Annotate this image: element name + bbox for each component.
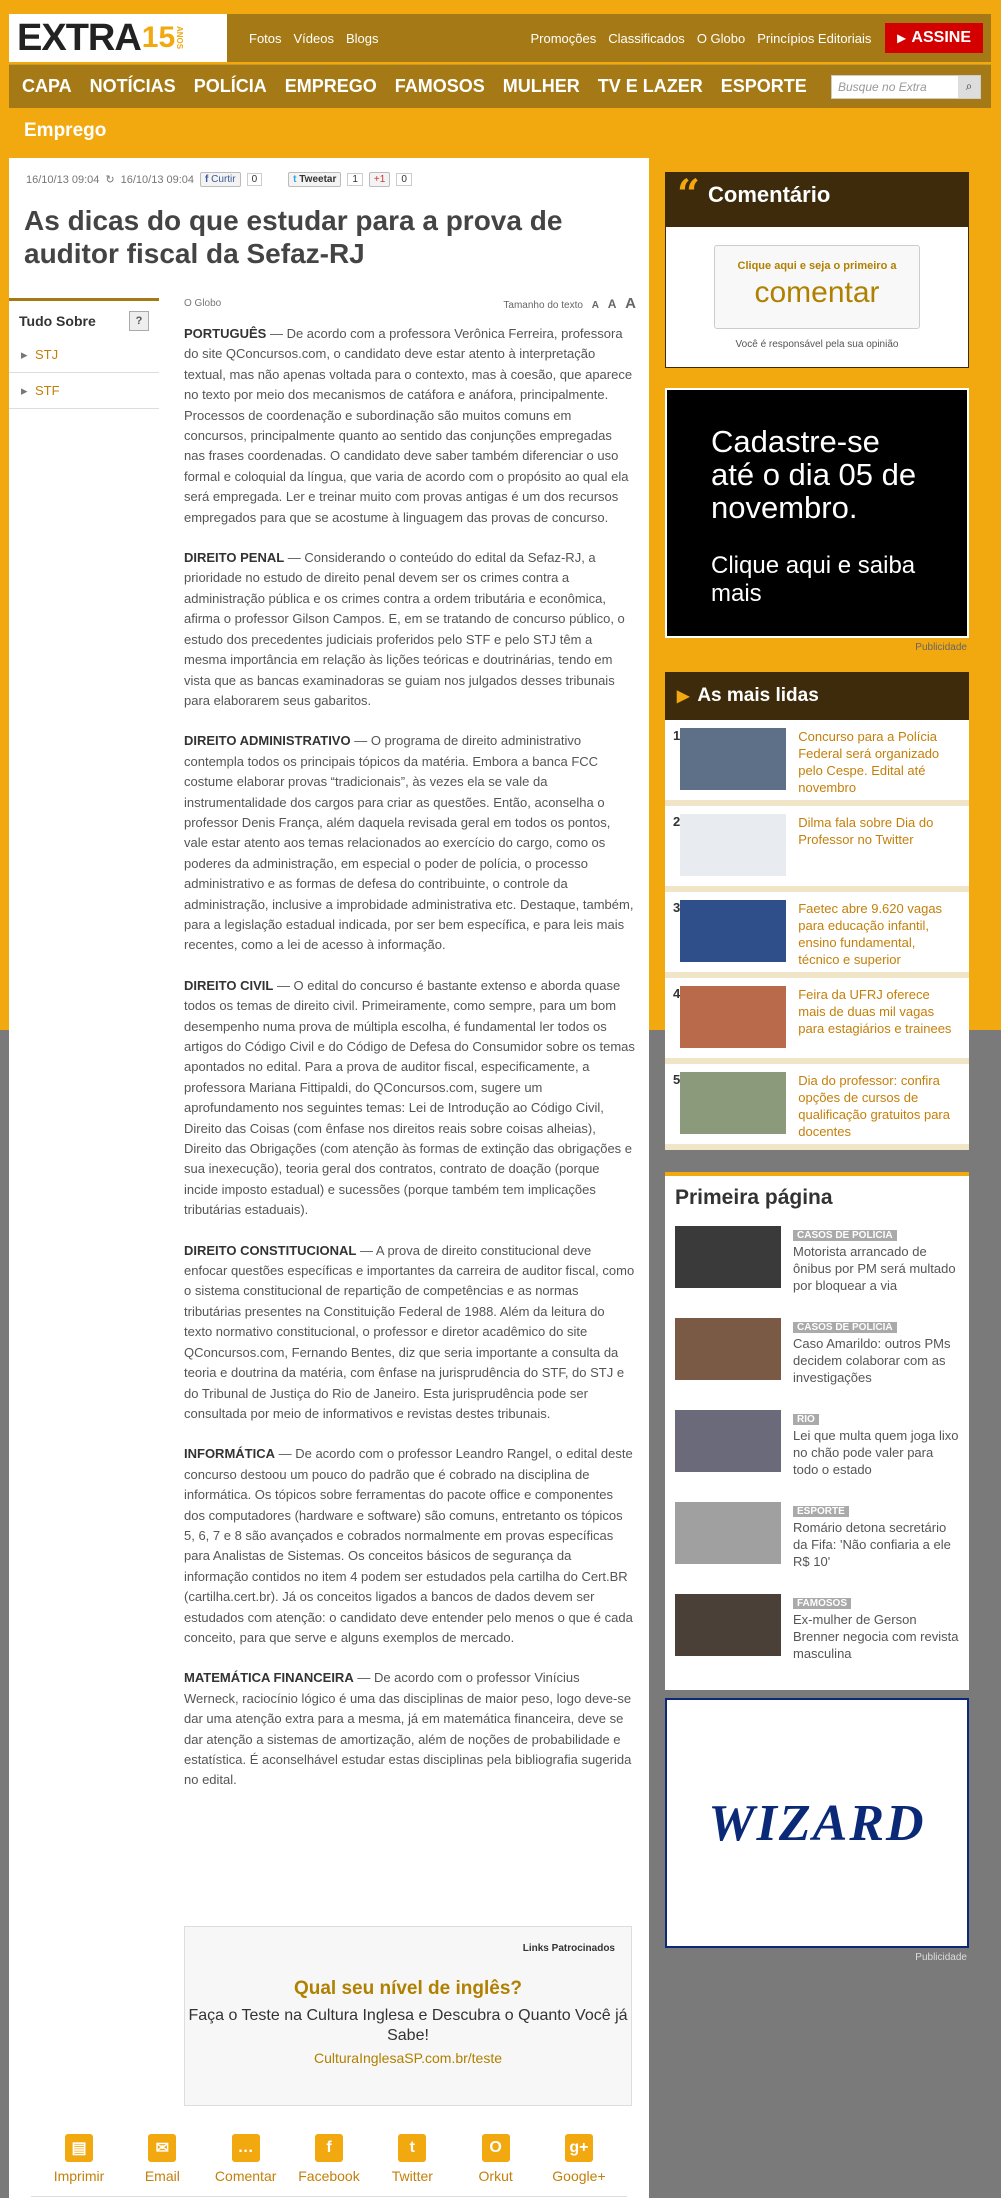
orkut-icon: O bbox=[482, 2134, 510, 2162]
primeira-pagina-item[interactable] bbox=[665, 1590, 969, 1682]
category-badge[interactable]: CASOS DE POLÍCIA bbox=[793, 1230, 897, 1241]
article-meta-bar bbox=[26, 172, 412, 187]
item-number: 4 bbox=[673, 986, 681, 1001]
sponsored-url[interactable]: CulturaInglesaSP.com.br/teste bbox=[313, 2050, 503, 2066]
cadastre-ad-line2: Clique aqui e saiba mais bbox=[711, 552, 916, 607]
paragraph-lead: MATEMÁTICA FINANCEIRA bbox=[184, 1670, 354, 1686]
share-orkut[interactable] bbox=[456, 2134, 536, 2184]
logo-anos: ANOS bbox=[175, 26, 185, 50]
cadastre-ad[interactable] bbox=[665, 388, 969, 638]
primeira-pagina-item[interactable] bbox=[665, 1314, 969, 1406]
text-size-large[interactable]: A bbox=[625, 295, 636, 312]
share-label: Imprimir bbox=[53, 2168, 105, 2184]
comment-cta-small: Clique aqui e seja o primeiro a bbox=[737, 260, 897, 272]
mais-lidas-item[interactable] bbox=[665, 720, 969, 806]
nav-emprego[interactable]: EMPREGO bbox=[284, 76, 377, 96]
mais-lidas-item[interactable] bbox=[665, 892, 969, 978]
gplus-label: +1 bbox=[373, 174, 386, 185]
curtir-label: Curtir bbox=[211, 174, 236, 185]
nav-policia[interactable]: POLÍCIA bbox=[193, 76, 267, 96]
item-text[interactable]: Faetec abre 9.620 vagas para educação infantil, ensino fundamental, técnico e superior bbox=[798, 901, 943, 967]
main-content bbox=[9, 158, 649, 2198]
mais-lidas-item[interactable] bbox=[665, 1064, 969, 1150]
googleplus-icon: g+ bbox=[565, 2134, 593, 2162]
item-text[interactable]: Motorista arrancado de ônibus por PM será multado por bloquear a via bbox=[793, 1244, 956, 1293]
share-label: Twitter bbox=[391, 2168, 433, 2184]
item-number: 3 bbox=[673, 900, 681, 915]
share-twitter[interactable] bbox=[372, 2134, 452, 2184]
nav-tv-lazer[interactable]: TV E LAZER bbox=[597, 76, 703, 96]
item-text[interactable]: Dilma fala sobre Dia do Professor no Twitter bbox=[798, 815, 934, 847]
triangle-icon: ▶ bbox=[677, 688, 690, 705]
category-badge[interactable]: ESPORTE bbox=[793, 1506, 849, 1517]
paragraph-direito-penal bbox=[184, 548, 636, 711]
comment-box bbox=[665, 172, 969, 368]
search-input[interactable] bbox=[831, 75, 981, 99]
top-link-videos[interactable]: Vídeos bbox=[293, 30, 334, 46]
share-label: Google+ bbox=[552, 2168, 606, 2184]
primeira-pagina-item[interactable] bbox=[665, 1498, 969, 1590]
paragraph-text: — O edital do concurso é bastante extenso e aborda quase todos os temas de direito civil. Primeiramente, como sempre, para um bom desempenho numa prova de múltipla escolha, é fundamental ler todos os artigos do Código Civil e do Código de Defesa do Consumidor sobre os temas apontados no edital. Para a prova de auditor fiscal, especificamente, a professora Mariana Fittipaldi, do QConcursos.com, sugere um aprofundamento nos seguintes temas: Lei de Introdução ao Código Civil, Direito das Coisas (com ênfase nos direitos reais sobre coisas alheias), Direito das Obrigações (com atenção às formas de extinção das obrigações e sua inexecução), teoria geral dos contratos, contrato de doação (porque incide imposto estadual) e sucessões (porque também tem implicações tributárias estaduais). bbox=[184, 977, 635, 1218]
top-link-fotos[interactable]: Fotos bbox=[249, 30, 282, 46]
published-date: 16/10/13 09:04 bbox=[26, 173, 100, 186]
share-imprimir[interactable] bbox=[39, 2134, 119, 2184]
facebook-icon: f bbox=[205, 174, 209, 185]
tag-stj[interactable]: ▸ STJ bbox=[9, 337, 159, 373]
item-text[interactable]: Dia do professor: confira opções de cursos de qualificação gratuitos para docentes bbox=[798, 1073, 950, 1139]
comment-cta-big: comentar bbox=[754, 276, 880, 309]
comment-button[interactable] bbox=[714, 245, 920, 329]
item-text[interactable]: Lei que multa quem joga lixo no chão pode valer para todo o estado bbox=[793, 1428, 959, 1477]
nav-noticias[interactable]: NOTÍCIAS bbox=[89, 76, 176, 96]
share-googleplus[interactable] bbox=[539, 2134, 619, 2184]
category-badge[interactable]: FAMOSOS bbox=[793, 1598, 851, 1609]
wizard-ad[interactable] bbox=[665, 1698, 969, 1948]
search-icon[interactable]: ⌕ bbox=[958, 76, 980, 98]
category-badge[interactable]: RIO bbox=[793, 1414, 819, 1425]
top-link-blogs[interactable]: Blogs bbox=[346, 30, 379, 46]
share-bar bbox=[39, 2134, 639, 2184]
share-email[interactable] bbox=[122, 2134, 202, 2184]
paragraph-portugues bbox=[184, 324, 636, 528]
primeira-pagina bbox=[665, 1172, 969, 1690]
primeira-pagina-title: Primeira página bbox=[675, 1186, 833, 1209]
item-thumbnail[interactable] bbox=[675, 1594, 781, 1656]
comment-inner bbox=[665, 226, 969, 368]
extra-logo[interactable] bbox=[9, 14, 227, 62]
comment-title-label: Comentário bbox=[708, 182, 831, 207]
comment-responsibility: Você é responsável pela sua opinião bbox=[735, 339, 899, 350]
item-text[interactable]: Ex-mulher de Gerson Brenner negocia com revista masculina bbox=[793, 1612, 959, 1661]
paragraph-direito-civil bbox=[184, 976, 636, 1221]
updated-date: 16/10/13 09:04 bbox=[120, 173, 195, 186]
item-thumbnail[interactable] bbox=[675, 1410, 781, 1472]
nav-famosos[interactable]: FAMOSOS bbox=[394, 76, 485, 96]
text-size-medium[interactable]: A bbox=[607, 297, 617, 311]
refresh-icon: ↻ bbox=[105, 174, 115, 186]
sponsored-title[interactable]: Qual seu nível de inglês? bbox=[293, 1978, 523, 1999]
print-icon: ▤ bbox=[65, 2134, 93, 2162]
facebook-icon: f bbox=[315, 2134, 343, 2162]
mais-lidas-item[interactable] bbox=[665, 978, 969, 1064]
divider bbox=[31, 2196, 627, 2197]
logo-text: EXTRA bbox=[17, 16, 141, 59]
sponsored-label: Links Patrocinados bbox=[522, 1943, 615, 1954]
tags-title-label: Tudo Sobre bbox=[19, 313, 96, 329]
item-text[interactable]: Caso Amarildo: outros PMs decidem colaborar com as investigações bbox=[793, 1336, 951, 1385]
item-thumbnail[interactable] bbox=[675, 1226, 781, 1288]
paragraph-text: — O programa de direito administrativo contempla todos os principais tópicos da matéria. Embora a banca FCC costume elaborar provas “tradicionais”, às vezes ela se vale da instrumentalidade dos cargos para criar as questões. Então, aconselha o professor Denis França, além daquela revisada geral em todos os pontos, vale estar atento aos temas relacionados ao exercício do cargo, como os poderes da administração, em especial o poder de polícia, o processo administrativo e as formas de defesa do contribuinte, o controle da administração, inclusive a improbidade administrativa etc. Destaque, também, para a legislação estadual indicada, por ser bem específica, e para leis mais recentes, como a lei de acesso à informação. bbox=[184, 733, 634, 953]
gplus-button[interactable] bbox=[369, 172, 390, 187]
wizard-logo: WIZARD bbox=[708, 1794, 926, 1852]
item-text[interactable]: Romário detona secretário da Fifa: 'Não confiaria a ele R$ 10' bbox=[793, 1520, 951, 1569]
text-size-label: Tamanho do texto bbox=[503, 300, 583, 311]
text-size-controls bbox=[497, 295, 636, 312]
paragraph-lead: DIREITO PENAL bbox=[184, 550, 285, 566]
cadastre-ad-line1: Cadastre-se até o dia 05 de novembro. bbox=[711, 424, 917, 525]
item-thumbnail[interactable] bbox=[680, 814, 786, 876]
paragraph-lead: INFORMÁTICA bbox=[184, 1446, 275, 1462]
mais-lidas-title bbox=[665, 672, 969, 720]
top-link-classificados[interactable]: Classificados bbox=[608, 30, 685, 46]
facebook-curtir-button[interactable] bbox=[200, 172, 241, 187]
paragraph-informatica bbox=[184, 1444, 636, 1648]
share-label: Comentar bbox=[214, 2168, 277, 2184]
tags-panel bbox=[9, 298, 159, 409]
top-bar bbox=[9, 14, 991, 62]
logo-number: 15 bbox=[141, 21, 176, 54]
item-thumbnail[interactable] bbox=[675, 1502, 781, 1564]
quote-icon: “ bbox=[677, 171, 701, 218]
paragraph-text: — A prova de direito constitucional deve enfocar questões específicas e importantes da carreira de auditor fiscal, como o sistema constitucional de repartição de competências e as normas tributárias presentes na Constituição Federal de 1988. Além da leitura do texto normativo constitucional, o professor e diretor acadêmico do site QConcursos.com, Fernando Bentes, diz que seria importante a consulta da teoria e doutrina da matéria, com ênfase na jurisprudência do STF, do STJ e do Tribunal de Justiça do Rio de Janeiro. Esta jurisprudência pode ser consultada por meio de informativos e revistas destes tribunais. bbox=[184, 1242, 635, 1421]
item-text[interactable]: Concurso para a Polícia Federal será organizado pelo Cespe. Edital até novembro bbox=[798, 729, 940, 795]
paragraph-matematica bbox=[184, 1668, 636, 1790]
comment-title bbox=[665, 172, 969, 218]
category-badge[interactable]: CASOS DE POLÍCIA bbox=[793, 1322, 897, 1333]
share-facebook[interactable] bbox=[289, 2134, 369, 2184]
paragraph-text: — De acordo com a professora Verônica Ferreira, professora do site QConcursos.com, o candidato deve estar atento à interpretação textual, mas não apenas voltada para o contexto, mas à coesão, que aparece no texto por meio dos mecanismos de catáfora e anáfora, principalmente. Processos de coordenação e subordinação são muitos comuns em concursos, principalmente quanto ao sentido das conjunções empregadas nas frases coordenadas. O candidato deve saber também diferenciar o uso formal e coloquial da língua, que varia de acordo com o propósito ao qual ela será empregada. Ler e treinar muito com provas antigas é um dos recursos empregados para que se acostume à linguagem das provas de concurso. bbox=[184, 326, 633, 525]
email-icon: ✉ bbox=[148, 2134, 176, 2162]
item-thumbnail[interactable] bbox=[680, 986, 786, 1048]
item-thumbnail[interactable] bbox=[680, 1072, 786, 1134]
top-link-oglobo[interactable]: O Globo bbox=[696, 30, 746, 46]
item-text[interactable]: Feira da UFRJ oferece mais de duas mil vagas para estagiários e trainees bbox=[798, 987, 952, 1036]
item-number: 5 bbox=[673, 1072, 681, 1087]
right-column bbox=[665, 171, 969, 1963]
paragraph-lead: PORTUGUÊS bbox=[184, 326, 267, 341]
item-thumbnail[interactable] bbox=[680, 728, 786, 790]
share-comentar[interactable] bbox=[206, 2134, 286, 2184]
share-label: Email bbox=[144, 2168, 180, 2184]
gplus-count: 0 bbox=[396, 173, 412, 186]
main-nav bbox=[9, 64, 991, 108]
article-source-row bbox=[184, 295, 636, 312]
nav-esporte[interactable]: ESPORTE bbox=[720, 76, 807, 96]
share-label: Orkut bbox=[478, 2168, 513, 2184]
twitter-icon: t bbox=[398, 2134, 426, 2162]
paragraph-direito-constitucional bbox=[184, 1241, 636, 1425]
tag-stf[interactable]: ▸ STF bbox=[9, 373, 159, 409]
item-thumbnail[interactable] bbox=[680, 900, 786, 962]
top-link-promocoes[interactable]: Promoções bbox=[530, 30, 597, 46]
assine-button[interactable] bbox=[885, 23, 983, 53]
tweet-button[interactable] bbox=[288, 172, 341, 187]
top-link-principios[interactable]: Princípios Editoriais bbox=[757, 30, 872, 46]
top-links-right bbox=[518, 23, 983, 53]
paragraph-text: — De acordo com o professor Leandro Rangel, o edital deste concurso destoou um pouco do padrão que é cobrado na disciplina de informática. Os tópicos sobre ferramentas do pacote office e componentes dos computadores (hardware e software) são comuns, entretanto os tópicos 5, 6, 7 e 8 são avançados e cobrados normalmente em provas específicas para Analistas de Sistemas. Os conceitos básicos de segurança da informação contidos no item 4 podem ser estudados pela cartilha do Cert.BR (cartilha.cert.br). Já os conceitos ligados a bancos de dados devem ser estudados com atenção: o candidato deve entender pelo menos o que é cada conceito, para que serve e alguns exemplos de mercado. bbox=[184, 1446, 633, 1645]
arrow-right-icon: ▸ bbox=[897, 30, 906, 47]
assine-label: ASSINE bbox=[911, 29, 971, 46]
section-title[interactable]: Emprego bbox=[24, 120, 107, 141]
paragraph-lead: DIREITO ADMINISTRATIVO bbox=[184, 733, 351, 749]
tweetar-label: Tweetar bbox=[299, 174, 337, 185]
mais-lidas-item[interactable] bbox=[665, 806, 969, 892]
sponsored-links-box[interactable] bbox=[184, 1926, 632, 2106]
curtir-count: 0 bbox=[247, 173, 263, 186]
paragraph-lead: DIREITO CIVIL bbox=[184, 977, 274, 993]
paragraph-text: — De acordo com o professor Vinícius Werneck, raciocínio lógico é uma das disciplinas de maior peso, logo deve-se dar uma atenção extra para a mesma, já em matemática financeira, deve se dar atenção a sistemas de amortização, além de noções de probabilidade e estatística. É aconselhável estudar estas disciplinas pela bibliografia sugerida no edital. bbox=[184, 1670, 632, 1788]
top-links-left bbox=[237, 31, 379, 46]
primeira-pagina-item[interactable] bbox=[665, 1222, 969, 1314]
text-size-small[interactable]: A bbox=[591, 300, 599, 311]
headline: As dicas do que estudar para a prova de auditor fiscal da Sefaz-RJ bbox=[24, 205, 563, 269]
publicidade-label: Publicidade bbox=[915, 1952, 967, 1963]
nav-mulher[interactable]: MULHER bbox=[502, 76, 580, 96]
search-placeholder: Busque no Extra bbox=[838, 79, 927, 94]
primeira-pagina-item[interactable] bbox=[665, 1406, 969, 1498]
help-icon[interactable]: ? bbox=[129, 311, 149, 331]
paragraph-text: — Considerando o conteúdo do edital da Sefaz-RJ, a prioridade no estudo de direito penal devem ser os crimes contra a administração pública e os crimes contra a ordem tributária e econômica, afirma o professor Gilson Campos. E, em se tratando de concurso público, o estudo dos precedentes judiciais proferidos pelo STF e pelo STJ têm a mesma importância em relação às lições teóricas e doutrinárias, tendo em vista que as bancas examinadoras se guiam nos julgados desses tribunais para elaborarem seus gabaritos. bbox=[184, 550, 625, 708]
share-label: Facebook bbox=[298, 2168, 360, 2184]
tweet-count: 1 bbox=[347, 173, 363, 186]
item-number: 2 bbox=[673, 814, 681, 829]
tags-title bbox=[9, 298, 159, 337]
article-source: O Globo bbox=[184, 298, 222, 309]
item-thumbnail[interactable] bbox=[675, 1318, 781, 1380]
mais-lidas-title-label: As mais lidas bbox=[697, 685, 819, 706]
comment-icon: … bbox=[232, 2134, 260, 2162]
sponsored-desc: Faça o Teste na Cultura Inglesa e Descubra o Quanto Você já Sabe! bbox=[188, 2007, 628, 2044]
mais-lidas bbox=[665, 672, 969, 1150]
publicidade-label: Publicidade bbox=[915, 642, 967, 653]
paragraph-lead: DIREITO CONSTITUCIONAL bbox=[184, 1242, 357, 1258]
paragraph-direito-administrativo bbox=[184, 731, 636, 955]
article-body bbox=[184, 295, 636, 1811]
nav-capa[interactable]: CAPA bbox=[22, 76, 72, 96]
item-number: 1 bbox=[673, 728, 681, 743]
twitter-icon: t bbox=[293, 174, 297, 185]
